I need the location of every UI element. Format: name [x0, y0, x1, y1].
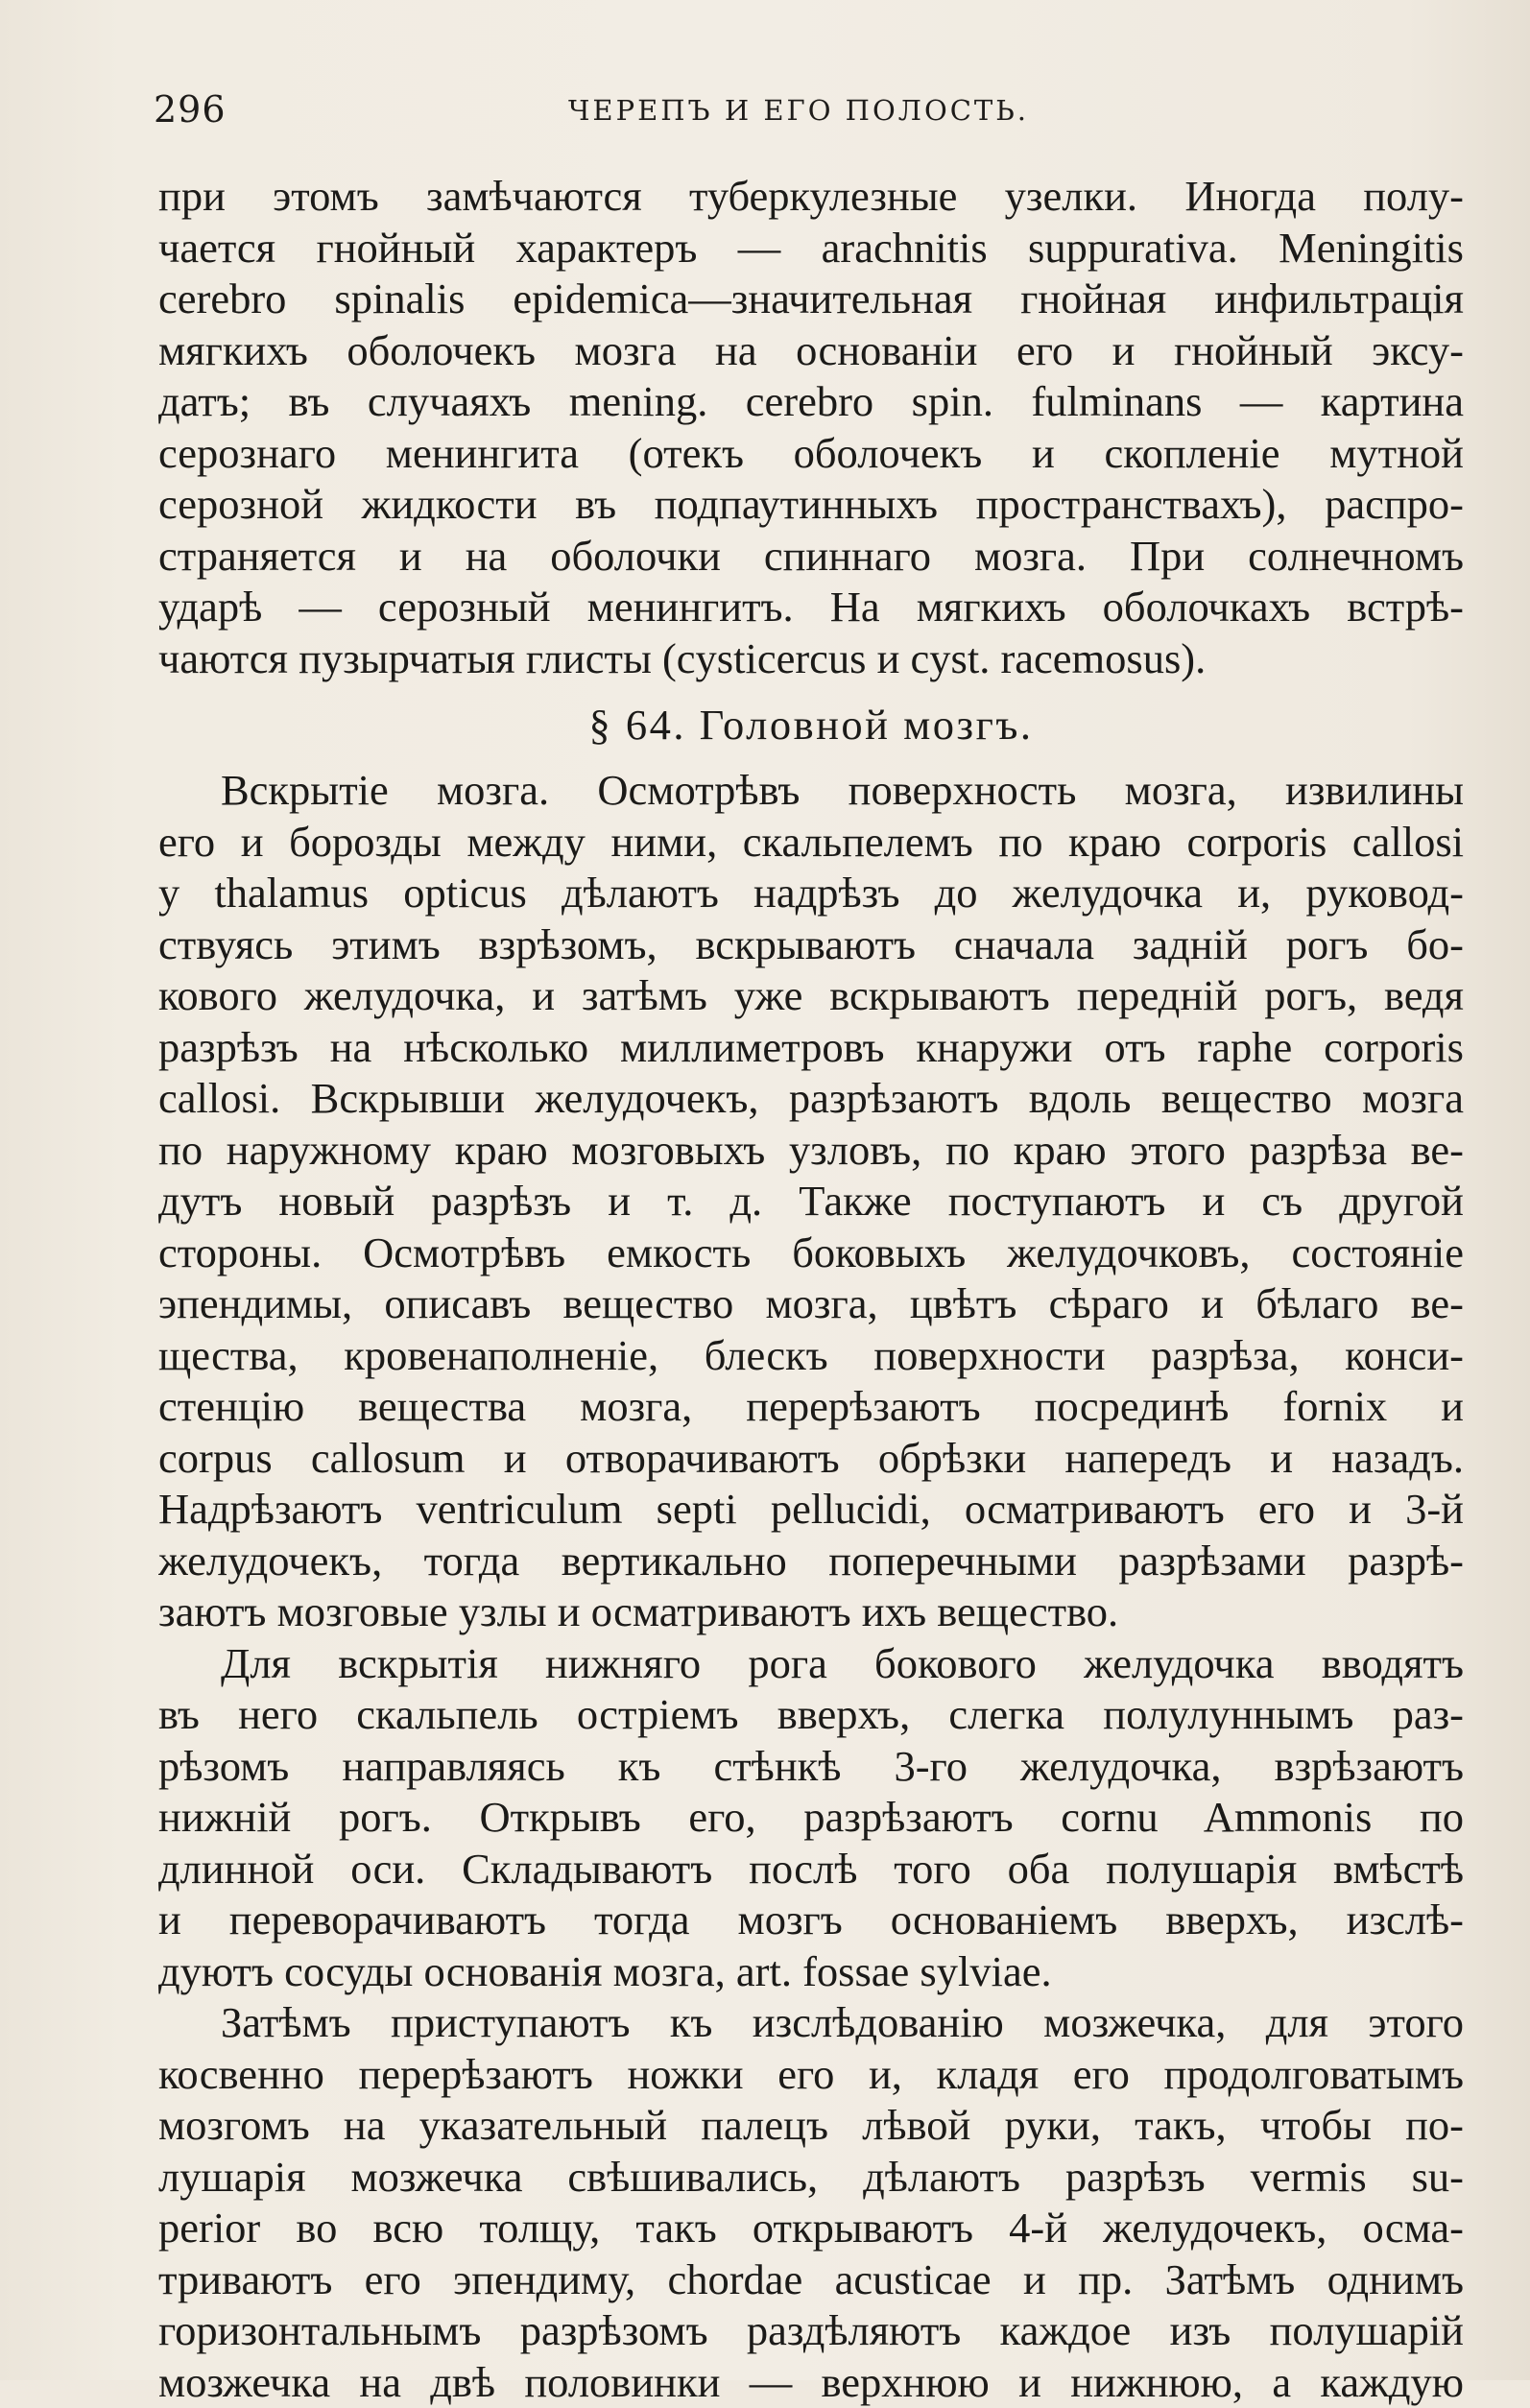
body-text [158, 171, 1464, 2408]
text-line: желудочекъ, тогда вертикально поперечными разрѣзами разрѣ- [158, 1536, 1464, 1587]
text-line: рѣзомъ направляясь къ стѣнкѣ 3-го желудочка, взрѣзаютъ [158, 1741, 1464, 1793]
text-line: разрѣзъ на нѣсколько миллиметровъ кнаружи отъ raphe corporis [158, 1022, 1464, 1074]
text-line: мозжечка на двѣ половинки — верхнюю и нижнюю, а каждую [158, 2357, 1464, 2408]
text-line: его и борозды между ними, скальпелемъ по краю corporis callosi [158, 817, 1464, 869]
paragraph-2 [158, 765, 1464, 1638]
section-heading: § 64. Головной мозгъ. [158, 684, 1464, 765]
text-line: серозной жидкости въ подпаутинныхъ пространствахъ), распро- [158, 479, 1464, 531]
paragraph-4 [158, 1997, 1464, 2408]
text-line: длинной оси. Складываютъ послѣ того оба полушарiя вмѣстѣ [158, 1844, 1464, 1895]
text-line: лушарiя мозжечка свѣшивались, дѣлаютъ разрѣзъ vermis su- [158, 2152, 1464, 2204]
text-line: Вскрытiе мозга. Осмотрѣвъ поверхность мозга, извилины [158, 765, 1464, 817]
text-line: стенцiю вещества мозга, перерѣзаютъ посрединѣ fornix и [158, 1381, 1464, 1433]
text-line: стороны. Осмотрѣвъ емкость боковыхъ желудочковъ, состоянiе [158, 1228, 1464, 1279]
text-line: косвенно перерѣзаютъ ножки его и, кладя его продолговатымъ [158, 2049, 1464, 2101]
text-line: callosi. Вскрывши желудочекъ, разрѣзаютъ вдоль вещество мозга [158, 1073, 1464, 1125]
text-line: серознаго менингита (отекъ оболочекъ и скопленiе мутной [158, 428, 1464, 480]
text-line: щества, кровенаполненiе, блескъ поверхности разрѣза, конси- [158, 1330, 1464, 1382]
text-line: ударѣ — серозный менингитъ. На мягкихъ оболочкахъ встрѣ- [158, 582, 1464, 633]
text-line: Затѣмъ приступаютъ къ изслѣдованiю мозжечка, для этого [158, 1997, 1464, 2049]
text-line: при этомъ замѣчаются туберкулезные узелки. Иногда полу- [158, 171, 1464, 223]
text-line: дуютъ сосуды основанiя мозга, art. fossae sylviae. [158, 1946, 1464, 1998]
text-line: чается гнойный характеръ — arachnitis suppurativa. Meningitis [158, 223, 1464, 274]
text-line: у thalamus opticus дѣлаютъ надрѣзъ до желудочка и, руковод- [158, 868, 1464, 919]
text-line: Надрѣзаютъ ventriculum septi pellucidi, осматриваютъ его и 3-й [158, 1484, 1464, 1536]
text-line: ствуясь этимъ взрѣзомъ, вскрываютъ сначала заднiй рогъ бо- [158, 919, 1464, 971]
text-line: дутъ новый разрѣзъ и т. д. Также поступаютъ и съ другой [158, 1176, 1464, 1228]
text-line: мозгомъ на указательный палецъ лѣвой руки, такъ, чтобы по- [158, 2100, 1464, 2152]
paragraph-3 [158, 1638, 1464, 1998]
text-line: эпендимы, описавъ вещество мозга, цвѣтъ сѣраго и бѣлаго ве- [158, 1278, 1464, 1330]
text-line: триваютъ его эпендиму, chordae acusticae и пр. Затѣмъ однимъ [158, 2254, 1464, 2306]
text-line: нижнiй рогъ. Открывъ его, разрѣзаютъ cornu Ammonis по [158, 1792, 1464, 1844]
text-line: мягкихъ оболочекъ мозга на основанiи его и гнойный эксу- [158, 325, 1464, 377]
text-line: горизонтальнымъ разрѣзомъ раздѣляютъ каждое изъ полушарiй [158, 2305, 1464, 2357]
text-line: и переворачиваютъ тогда мозгъ основанiемъ вверхъ, изслѣ- [158, 1895, 1464, 1946]
paragraph-1 [158, 171, 1464, 684]
text-line: заютъ мозговые узлы и осматриваютъ ихъ вещество. [158, 1586, 1464, 1638]
text-line: corpus callosum и отворачиваютъ обрѣзки напередъ и назадъ. [158, 1433, 1464, 1485]
text-line: чаются пузырчатыя глисты (cysticercus и cyst. racemosus). [158, 633, 1464, 685]
text-line: страняется и на оболочки спиннаго мозга. При солнечномъ [158, 531, 1464, 583]
text-line: датъ; въ случаяхъ mening. cerebro spin. fulminans — картина [158, 376, 1464, 428]
running-title: ЧЕРЕПЪ И ЕГО ПОЛОСТЬ. [568, 94, 1029, 127]
text-line: по наружному краю мозговыхъ узловъ, по краю этого разрѣза ве- [158, 1125, 1464, 1177]
text-line: въ него скальпель острiемъ вверхъ, слегка полулуннымъ раз- [158, 1689, 1464, 1741]
text-line: cerebro spinalis epidemica—значительная гнойная инфильтрацiя [158, 274, 1464, 325]
text-line: кового желудочка, и затѣмъ уже вскрываютъ переднiй рогъ, ведя [158, 970, 1464, 1022]
text-line: Для вскрытiя нижняго рога бокового желудочка вводятъ [158, 1638, 1464, 1690]
running-head [154, 88, 1469, 136]
page-number: 296 [154, 88, 227, 131]
text-line: perior во всю толщу, такъ открываютъ 4-й желудочекъ, осма- [158, 2203, 1464, 2254]
